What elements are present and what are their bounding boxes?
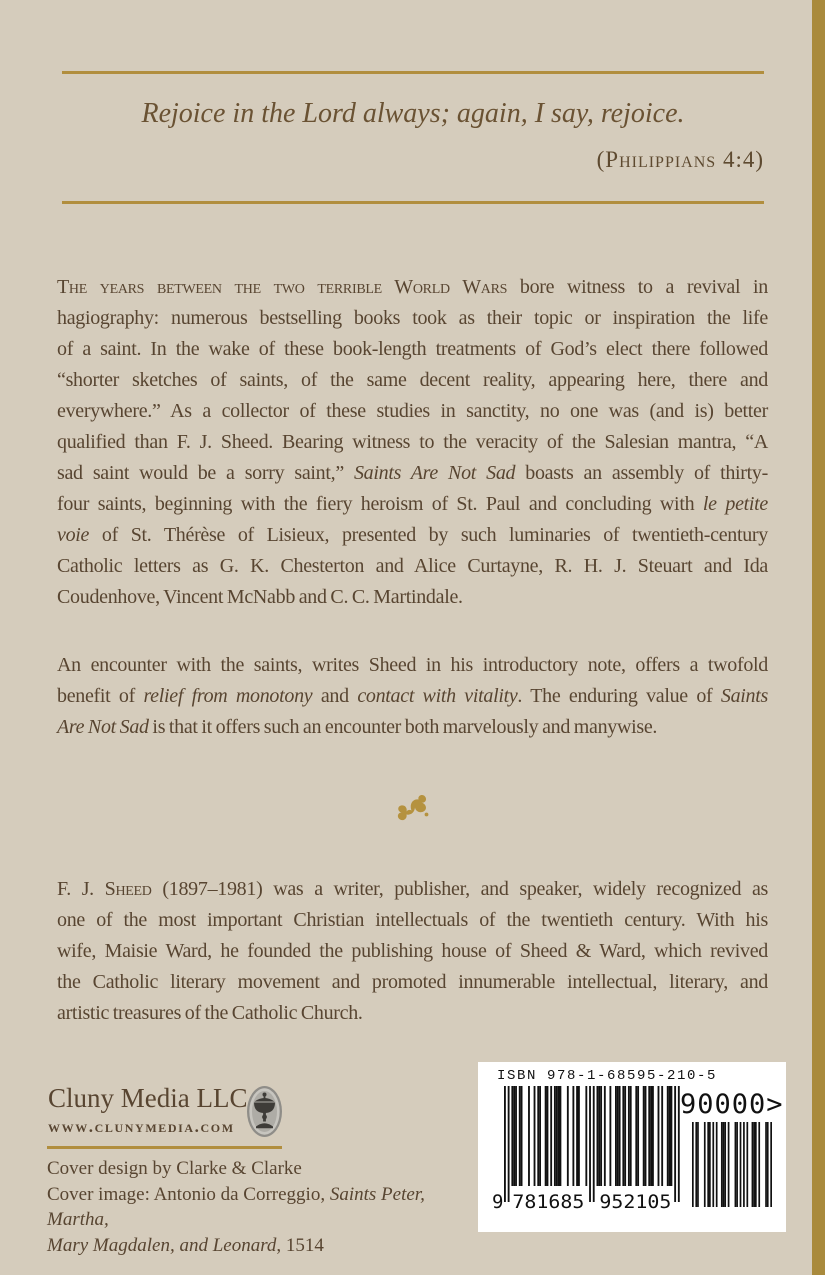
publisher-rule	[47, 1146, 282, 1149]
author-bio: F. J. Sheed (1897–1981) was a writer, publisher, and speaker, widely recognized as one of the most important Christian intellectuals of the twentieth century. With his wife, Maisie Ward, he founded the publishing house of Sheed & Ward, which revived the Catholic literary movement and promoted innumerable intellectual, literary, and artistic treasures of the Catholic Church.	[57, 878, 769, 1024]
svg-text:781685: 781685	[512, 1191, 585, 1210]
barcode-addon-value: 90000>	[680, 1089, 784, 1120]
ean5-addon-barcode	[692, 1122, 772, 1207]
synopsis-paragraph-2: An encounter with the saints, writes Sheed in his introductory note, offers a twofold benefit of relief from monotony and contact with vitality. The enduring value of Saints Are Not Sad is that it offers such an encounter both marvelously and manywise.	[57, 654, 768, 738]
svg-text:9: 9	[492, 1191, 504, 1210]
isbn-label: ISBN 978-1-68595-210-5	[497, 1068, 718, 1084]
cover-credits: Cover design by Clarke & Clarke Cover image: Antonio da Correggio, Saints Peter, Martha, Mary Magdalen, and Leonard, 1514	[47, 1158, 425, 1256]
epigraph-attribution: (Philippians 4:4)	[596, 147, 764, 172]
spine-band	[812, 0, 825, 1275]
epigraph-rule-top	[62, 71, 764, 74]
publisher-website: www.clunymedia.com	[48, 1117, 235, 1136]
epigraph-quote: Rejoice in the Lord always; again, I say, rejoice.	[141, 98, 685, 129]
barcode-panel	[478, 1062, 786, 1232]
chalice-medallion-icon	[246, 1085, 283, 1138]
synopsis-paragraph-1: The years between the two terrible World Wars bore witness to a revival in hagiography: numerous bestselling books took as their topic or inspiration the life of a saint. In the wake of these book-length treatments of God’s elect there followed “shorter sketches of saints, of the same decent reality, appearing here, there and everywhere.” As a collector of these studies in sanctity, no one was (and is) better qualified than F. J. Sheed. Bearing witness to the veracity of the Salesian mantra, “A sad saint would be a sorry saint,” Saints Are Not Sad boasts an assembly of thirty- four saints, beginning with the fiery heroism of St. Paul and concluding with le petite voie of St. Thérèse of Lisieux, presented by such luminaries of twentieth-century Catholic letters as G. K. Chesterton and Alice Curtayne, R. H. J. Steuart and Ida Coudenhove, Vincent McNabb and C. C. Martindale.	[57, 276, 768, 608]
publisher-name: Cluny Media LLC	[48, 1083, 248, 1113]
epigraph-rule-bottom	[62, 201, 764, 204]
fleuron-ornament-icon	[391, 794, 435, 824]
ean13-barcode	[490, 1086, 682, 1210]
svg-text:952105: 952105	[599, 1191, 672, 1210]
